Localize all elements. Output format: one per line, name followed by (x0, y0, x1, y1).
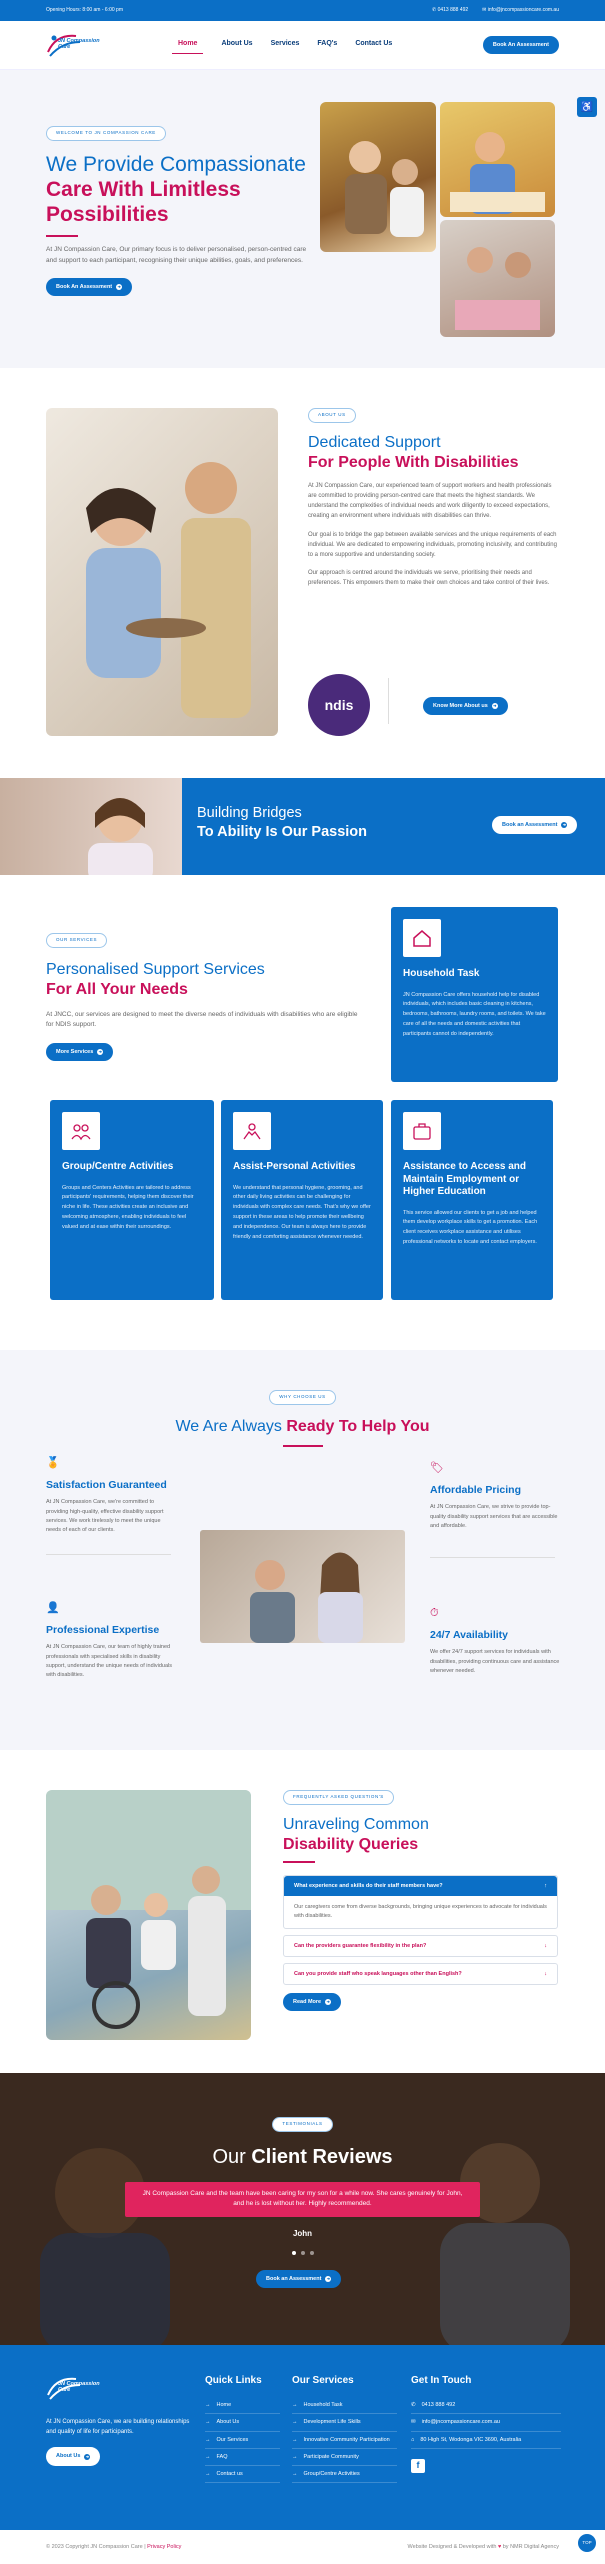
testimonials-book-button[interactable]: Book an Assessment ➜ (256, 2270, 341, 2288)
testimonial-quote: JN Compassion Care and the team have been caring for my son for a while now. She cares genuinely for John, and he is lost without her. Highly recommended. (125, 2182, 480, 2217)
back-to-top-button[interactable]: TOP (578, 2534, 596, 2552)
footer-phone[interactable]: ✆ 0413 888 492 (411, 2397, 561, 2414)
footer-service-link[interactable]: → Household Task (292, 2397, 397, 2414)
carousel-dots[interactable] (0, 2251, 605, 2255)
chevron-down-icon: ↓ (544, 1970, 547, 1977)
about-title: Dedicated Support For People With Disabilities (308, 433, 519, 471)
about-paragraph-1: At JN Compassion Care, our experienced team of support workers and health professionals are committed to providing person-centred care that meets the highest standards. We understand the complexities of individual needs and work diligently to exceed expectations, creating an environment where individuals with disabilities can thrive. (308, 482, 552, 520)
read-more-button[interactable]: Read More ➜ (283, 1993, 341, 2011)
know-more-button[interactable]: Know More About us ➜ (423, 697, 508, 715)
arrow-right-icon: ➜ (562, 822, 567, 828)
service-card-personal[interactable]: Assist-Personal Activities We understand that personal hygiene, grooming, and other daily living activities can be challenging for individuals with complex care needs. That's why we offer support in these areas to help promote their wellbeing and independence. Our team is always here to provide friendly and comforting assistance whenever needed. (221, 1100, 383, 1300)
opening-hours: Opening Hours: 8:00 am - 6:00 pm (46, 6, 123, 13)
service-card-employment[interactable]: Assistance to Access and Maintain Employment or Higher Education This service allowed our clients to get a job and helped them develop workplace skills to get a promotion. Each client receives workplace assistance and utilises professional networks to locate and contact employers. (391, 1100, 553, 1300)
site-logo[interactable] (46, 30, 108, 60)
topbar-email[interactable]: ✉ info@jncompassioncare.com.au (482, 6, 559, 13)
professional-icon: 👤 (46, 1602, 60, 1614)
bridge-banner (0, 778, 605, 875)
heart-icon: ♥ (497, 2543, 502, 2550)
footer-link-contact[interactable]: → Contact us (205, 2466, 280, 2483)
why-tag: WHY CHOOSE US (269, 1390, 335, 1405)
hero-photo-2 (440, 102, 555, 217)
footer-link-about[interactable]: → About Us (205, 2414, 280, 2431)
household-icon (403, 919, 441, 957)
feature-availability: ⏱ 24/7 Availability We offer 24/7 support services for individuals with disabilities, providing continuous care and assistance whenever needed. (430, 1607, 560, 1674)
hands-icon (233, 1112, 271, 1150)
testimonials-tag: TESTIMONIALS (272, 2117, 332, 2132)
topbar-phone[interactable]: ✆ 0413 888 492 (431, 6, 469, 13)
footer-about: JN Compassion Care At JN Compassion Care, we are building relationships and quality of life for participants. About Us ➜ (46, 2373, 196, 2466)
footer-service-link[interactable]: → Group/Centre Activities (292, 2466, 397, 2483)
footer-address: ⌂ 80 High St, Wodonga VIC 3690, Australia (411, 2432, 561, 2449)
ndis-logo: ndis (308, 674, 370, 736)
hero-photo-3 (440, 220, 555, 337)
phone-icon: ✆ (411, 2402, 416, 2408)
hero-book-button[interactable]: Book An Assessment ➜ (46, 278, 132, 296)
faq-photo (46, 1790, 251, 2040)
arrow-right-icon: ➜ (326, 2276, 331, 2282)
briefcase-icon (403, 1112, 441, 1150)
medal-icon: 🏅 (46, 1457, 60, 1469)
location-icon: ⌂ (411, 2436, 415, 2443)
services-title: Personalised Support Services For All Your Needs (46, 960, 265, 998)
footer-link-home[interactable]: → Home (205, 2397, 280, 2414)
nav-contact[interactable]: Contact Us (355, 40, 393, 48)
about-section (0, 368, 605, 778)
nav-home[interactable]: Home (172, 36, 203, 54)
feature-expertise: 👤 Professional Expertise At JN Compassion Care, our team of highly trained professionals with specialised skills in disability support, understand the unique needs of individuals with disabilities. (46, 1600, 176, 1681)
hero-text: At JN Compassion Care, Our primary focus is to deliver personalised, person-centred care and support to each participant, recognising their unique abilities, goals, and preferences. (46, 246, 307, 264)
footer-contact: Get In Touch ✆ 0413 888 492 ✉ info@jncompassioncare.com.au ⌂ 80 High St, Wodonga VIC 3690, Australia f (411, 2373, 561, 2473)
hero-title: We Provide Compassionate Care With Limitless Possibilities (46, 152, 306, 227)
bridge-title: Building Bridges To Ability Is Our Passion (197, 805, 367, 840)
footer-quick-links: Quick Links → Home → About Us → Our Services → FAQ → Contact us (205, 2373, 280, 2483)
services-tag: OUR SERVICES (46, 933, 107, 948)
faq-item[interactable]: Can you provide staff who speak languages other than English? ↓ (283, 1963, 558, 1985)
clock-icon: ⏱ (430, 1607, 439, 1619)
faq-title: Unraveling Common Disability Queries (283, 1815, 429, 1853)
privacy-policy-link[interactable]: Privacy Policy (147, 2543, 182, 2550)
facebook-icon[interactable]: f (411, 2459, 425, 2473)
hero-tag: WELCOME TO JN COMPASSION CARE (46, 126, 166, 141)
phone-icon: ✆ (431, 6, 438, 13)
arrow-right-icon: ➜ (85, 2453, 90, 2459)
testimonials-section (0, 2073, 605, 2345)
faq-item[interactable]: Can the providers guarantee flexibility in the plan? ↓ (283, 1935, 558, 1957)
site-footer (0, 2345, 605, 2530)
price-tag-icon: 🏷 (430, 1462, 444, 1474)
chevron-up-icon: ↑ (544, 1882, 547, 1889)
footer-service-link[interactable]: → Development Life Skills (292, 2414, 397, 2431)
accessibility-button[interactable]: ♿ (577, 97, 597, 117)
header-book-button[interactable]: Book An Assessment (483, 36, 559, 54)
nav-services[interactable]: Services (270, 40, 300, 48)
copyright-bar: © 2023 Copyright JN Compassion Care | Privacy Policy Website Designed & Developed with ♥ by NMR Digital Agency (46, 2543, 559, 2550)
service-card-household[interactable]: Household Task JN Compassion Care offers household help for disabled individuals, which includes basic cleaning in kitchens, bedrooms, bathrooms, laundry rooms, and toilets. We take care of all the needs and domestic activities that participants cannot do independently. (391, 907, 558, 1082)
why-photo (200, 1530, 405, 1643)
footer-email[interactable]: ✉ info@jncompassioncare.com.au (411, 2414, 561, 2431)
footer-about-button[interactable]: About Us ➜ (46, 2447, 100, 2465)
faq-item[interactable]: What experience and skills do their staff members have? ↑ Our caregivers come from diverse backgrounds, bringing unique experiences to advocate for individuals with disabilities. (283, 1875, 558, 1929)
nav-faq[interactable]: FAQ's (317, 40, 338, 48)
arrow-right-icon: ➜ (493, 703, 497, 709)
logo-text: JN Compassion Care (58, 38, 100, 50)
about-photo (46, 408, 278, 736)
hero-section (0, 70, 605, 368)
hero-photo-1 (320, 102, 436, 252)
arrow-right-icon: ➜ (117, 284, 121, 290)
footer-link-services[interactable]: → Our Services (205, 2432, 280, 2449)
about-paragraph-2: Our goal is to bridge the gap between available services and the unique requirements of each individual. We are dedicated to empowering individuals, promoting inclusivity, and contributing to a more supportive and understanding society. (308, 531, 557, 558)
footer-service-link[interactable]: → Participate Community (292, 2449, 397, 2466)
testimonials-title: Our Client Reviews (212, 2145, 393, 2168)
bridge-book-button[interactable]: Book an Assessment ➜ (492, 816, 577, 834)
services-section (0, 875, 605, 1350)
arrow-right-icon: ➜ (326, 1999, 330, 2005)
services-text: At JNCC, our services are designed to meet the diverse needs of individuals with disabilities who are eligible for NDIS support. (46, 1010, 358, 1029)
nav-about[interactable]: About Us (221, 40, 253, 48)
chevron-down-icon: ↓ (544, 1942, 547, 1949)
footer-logo[interactable]: JN Compassion Care (46, 2373, 108, 2403)
arrow-right-icon: ➜ (98, 1048, 102, 1054)
faq-section (0, 1750, 605, 2073)
why-title: We Are Always Ready To Help You (175, 1417, 430, 1435)
service-card-group[interactable]: Group/Centre Activities Groups and Centers Activities are tailored to address participants' requirements, helping them discover their niche in life. These activities create an inclusive and welcoming atmosphere, enabling individuals to feel valued and at ease within their surroundings. (50, 1100, 214, 1300)
site-header (0, 21, 605, 70)
footer-service-link[interactable]: → Innovative Community Participation (292, 2432, 397, 2449)
about-tag: ABOUT US (308, 408, 356, 423)
top-bar (0, 0, 605, 21)
testimonial-author: John (292, 2229, 313, 2238)
more-services-button[interactable]: More Services ➜ (46, 1043, 113, 1061)
about-paragraph-3: Our approach is centred around the individuals we serve, prioritising their needs and preferences. This empowers them to make their own choices and take control of their lives. (308, 570, 550, 587)
footer-link-faq[interactable]: → FAQ (205, 2449, 280, 2466)
feature-pricing: 🏷 Affordable Pricing At JN Compassion Care, we strive to provide top-quality disability support services that are accessible and affordable. (430, 1460, 560, 1558)
mail-icon: ✉ (411, 2419, 416, 2426)
hero-collage (320, 102, 555, 337)
group-icon (62, 1112, 100, 1150)
main-nav (172, 36, 392, 54)
mail-icon: ✉ (482, 6, 488, 13)
feature-satisfaction: 🏅 Satisfaction Guaranteed At JN Compassion Care, we're committed to providing high-quality, effective disability support services. We work tirelessly to meet the unique needs of each of our clients. (46, 1455, 176, 1555)
bridge-photo (0, 778, 182, 875)
faq-tag: FREQUENTLY ASKED QUESTION'S (283, 1790, 394, 1805)
footer-services: Our Services → Household Task → Development Life Skills → Innovative Community Participation → Participate Community → Group/Centre Activities (292, 2373, 397, 2483)
why-section (0, 1350, 605, 1750)
